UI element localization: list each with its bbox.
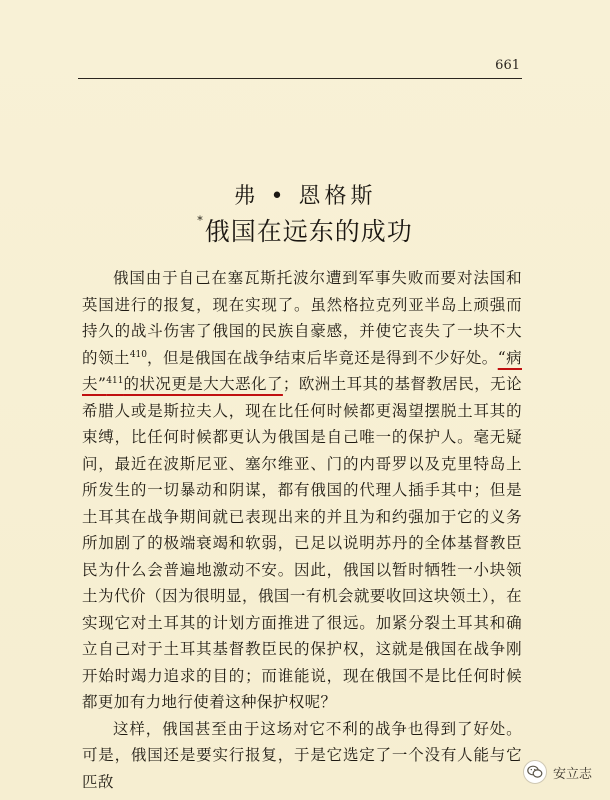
article-title: 俄国在远东的成功 — [204, 217, 413, 246]
paragraph-1 — [82, 265, 522, 716]
paragraph-1-text-a: 俄国由于自己在塞瓦斯托波尔遭到军事失败而要对法国和英国进行的报复，现在实现了。虽然格拉克列亚半岛上顽强而持久的战斗伤害了俄国的民族自豪感，并使它丧失了一块不大的领土 — [82, 269, 522, 367]
article-body — [82, 265, 522, 795]
paragraph-1-text-c: ；欧洲土耳其的基督教居民，无论希腊人或是斯拉夫人，现在比任何时候都更渴望摆脱土耳其的束缚，比任何时候都更认为俄国是自己唯一的保护人。毫无疑问，最近在波斯尼亚、塞尔维亚、门的内哥罗以及克里特岛上所发生的一切暴动和阴谋，都有俄国的代理人插手其中；但是土耳其在战争期间就已表现出来的并且为和约强加于它的义务所加剧了的极端衰竭和软弱，已足以说明苏丹的全体基督教臣民为什么会普遍地激动不安。因此，俄国以暂时牺牲一小块领土为代价（因为很明显，俄国一有机会就要收回这块领土），在实现它对土耳其的计划方面推进了很远。加紧分裂土耳其和确立自己对于土耳其基督教臣民的保护权，这就是俄国在战争刚开始时竭力追求的目的；而谁能说，现在俄国不是比任何时候都更加有力地行使着这种保护权呢？ — [82, 375, 522, 711]
paragraph-1-text-b: ，但是俄国在战争结束后毕竟还是得到不少好处。 — [147, 348, 498, 367]
watermark — [523, 760, 592, 784]
footnote-ref-411: 411 — [106, 375, 124, 386]
title-block — [0, 212, 610, 248]
page-number: 661 — [495, 58, 520, 73]
header-rule — [78, 78, 522, 79]
watermark-label: 安立志 — [552, 765, 592, 781]
author-name: 弗 • 恩格斯 — [233, 184, 377, 209]
title-footnote-mark: * — [197, 214, 203, 227]
underlined-text-1: “病夫” — [82, 348, 522, 393]
underlined-text-2: 的状况更是大大恶化了 — [123, 375, 283, 393]
footnote-ref-410: 410 — [129, 349, 148, 360]
paragraph-2: 这样，俄国甚至由于这场对它不利的战争也得到了好处。可是，俄国还是要实行报复，于是它选定了一个没有人能与它匹敌 — [82, 719, 522, 791]
wechat-icon — [523, 760, 547, 784]
